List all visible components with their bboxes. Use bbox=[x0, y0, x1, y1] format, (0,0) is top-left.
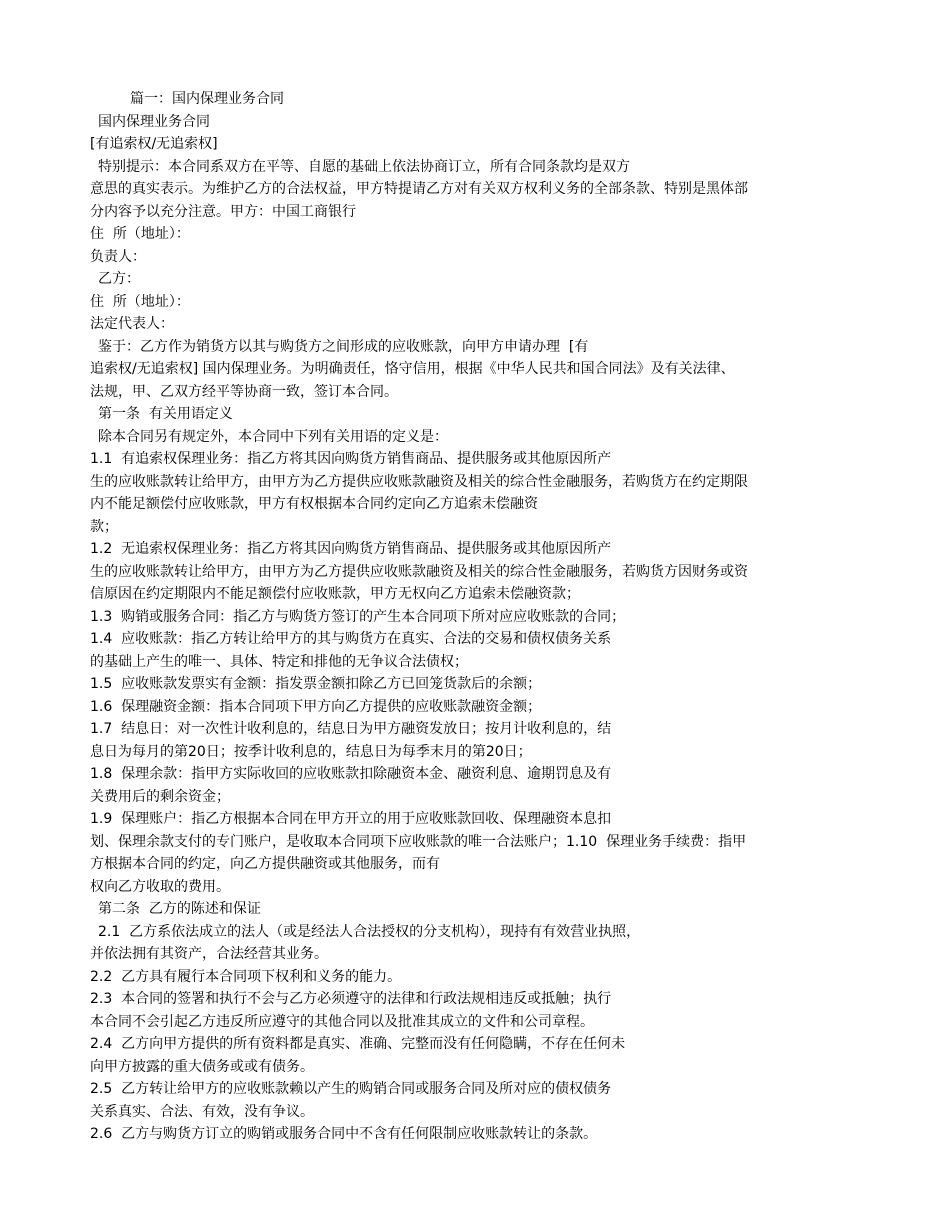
party-b-address: 住 所（地址）： bbox=[90, 293, 190, 310]
text-line: 权向乙方收取的费用。 bbox=[90, 878, 230, 895]
document-body bbox=[90, 88, 860, 1146]
clause-1-5: 1.5 应收账款发票实有金额：指发票金额扣除乙方已回笼货款后的余额； bbox=[90, 676, 542, 692]
whereas-clause: 鉴于：乙方作为销货方以其与购货方之间形成的应收账款，向甲方申请办理 [有 bbox=[98, 338, 589, 355]
clause-1-7: 1.7 结息日：对一次性计收利息的，结息日为甲方融资发放日；按月计收利息的，结 bbox=[90, 721, 612, 737]
text-line: 向甲方披露的重大债务或或有债务。 bbox=[90, 1058, 314, 1075]
text-line: 追索权/无追索权] 国内保理业务。为明确责任，恪守信用，根据《中华人民共和国合同法》及有关法律、 bbox=[90, 361, 735, 377]
text-line: 意思的真实表示。为维护乙方的合法权益，甲方特提请乙方对有关双方权利义务的全部条款、特别是黑体部 bbox=[90, 181, 748, 197]
text-line: 除本合同另有规定外，本合同中下列有关用语的定义是： bbox=[98, 428, 448, 445]
clause-1-9: 1.9 保理账户：指乙方根据本合同在甲方开立的用于应收账款回收、保理融资本息扣 bbox=[90, 811, 612, 827]
special-notice: 特别提示：本合同系双方在平等、自愿的基础上依法协商订立，所有合同条款均是双方 bbox=[98, 158, 630, 175]
text-line: 分内容予以充分注意。甲方：中国工商银行 bbox=[90, 203, 356, 220]
party-b: 乙方： bbox=[98, 271, 140, 287]
text-line: 生的应收账款转让给甲方，由甲方为乙方提供应收账款融资及相关的综合性金融服务，若购货方因财务或资 bbox=[90, 563, 748, 580]
clause-2-2: 2.2 乙方具有履行本合同项下权利和义务的能力。 bbox=[90, 968, 402, 985]
party-a-address: 住 所（地址）： bbox=[90, 226, 190, 242]
article-1-heading: 第一条 有关用语定义 bbox=[98, 406, 233, 422]
text-line: 款； bbox=[90, 518, 118, 535]
clause-2-5: 2.5 乙方转让给甲方的应收账款赖以产生的购销合同或服务合同及所对应的债权债务 bbox=[90, 1081, 612, 1097]
party-b-legal-representative: 法定代表人： bbox=[90, 316, 174, 332]
clause-2-4: 2.4 乙方向甲方提供的所有资料都是真实、准确、完整而没有任何隐瞒，不存在任何未 bbox=[90, 1036, 626, 1052]
text-line: 信原因在约定期限内不能足额偿付应收账款，甲方无权向乙方追索未偿融资款； bbox=[90, 586, 580, 602]
clause-1-4: 1.4 应收账款：指乙方转让给甲方的其与购货方在真实、合法的交易和债权债务关系 bbox=[90, 631, 612, 647]
party-a-representative: 负责人： bbox=[90, 248, 146, 265]
clause-1-6: 1.6 保理融资金额：指本合同项下甲方向乙方提供的应收账款融资金额； bbox=[90, 698, 542, 715]
text-line: 关系真实、合法、有效，没有争议。 bbox=[90, 1103, 314, 1120]
text-line: 方根据本合同的约定，向乙方提供融资或其他服务，而有 bbox=[90, 856, 440, 872]
article-2-heading: 第二条 乙方的陈述和保证 bbox=[98, 901, 261, 917]
contract-subtitle: [有追索权/无追索权] bbox=[90, 136, 218, 152]
clause-2-3: 2.3 本合同的签署和执行不会与乙方必须遵守的法律和行政法规相违反或抵触；执行 bbox=[90, 991, 612, 1007]
clause-2-1: 2.1 乙方系依法成立的法人（或是经法人合法授权的分支机构），现持有有效营业执照， bbox=[98, 923, 641, 940]
text-line: 划、保理余款支付的专门账户，是收取本合同项下应收账款的唯一合法账户；1.10 保理业务手续费：指甲 bbox=[90, 833, 747, 850]
clause-1-8: 1.8 保理余款：指甲方实际收回的应收账款扣除融资本金、融资利息、逾期罚息及有 bbox=[90, 766, 612, 782]
clause-2-6: 2.6 乙方与购货方订立的购销或服务合同中不含有任何限制应收账款转让的条款。 bbox=[90, 1126, 598, 1142]
text-line: 的基础上产生的唯一、具体、特定和排他的无争议合法债权； bbox=[90, 653, 468, 670]
clause-1-1: 1.1 有追索权保理业务：指乙方将其因向购货方销售商品、提供服务或其他原因所产 bbox=[90, 451, 612, 467]
text-line: 法规，甲、乙双方经平等协商一致，签订本合同。 bbox=[90, 383, 398, 400]
clause-1-3: 1.3 购销或服务合同：指乙方与购货方签订的产生本合同项下所对应应收账款的合同； bbox=[90, 608, 626, 625]
clause-1-2: 1.2 无追索权保理业务：指乙方将其因向购货方销售商品、提供服务或其他原因所产 bbox=[90, 541, 612, 557]
text-line: 生的应收账款转让给甲方，由甲方为乙方提供应收账款融资及相关的综合性金融服务，若购货方在约定期限 bbox=[90, 473, 748, 490]
contract-title: 国内保理业务合同 bbox=[98, 113, 210, 130]
document-title: 篇一：国内保理业务合同 bbox=[130, 91, 284, 107]
text-line: 内不能足额偿付应收账款，甲方有权根据本合同约定向乙方追索未偿融资 bbox=[90, 496, 538, 512]
text-line: 关费用后的剩余资金； bbox=[90, 788, 230, 805]
text-line: 本合同不会引起乙方违反所应遵守的其他合同以及批准其成立的文件和公司章程。 bbox=[90, 1013, 594, 1030]
text-line: 并依法拥有其资产，合法经营其业务。 bbox=[90, 946, 328, 962]
text-line: 息日为每月的第20日；按季计收利息的，结息日为每季末月的第20日； bbox=[90, 743, 532, 760]
